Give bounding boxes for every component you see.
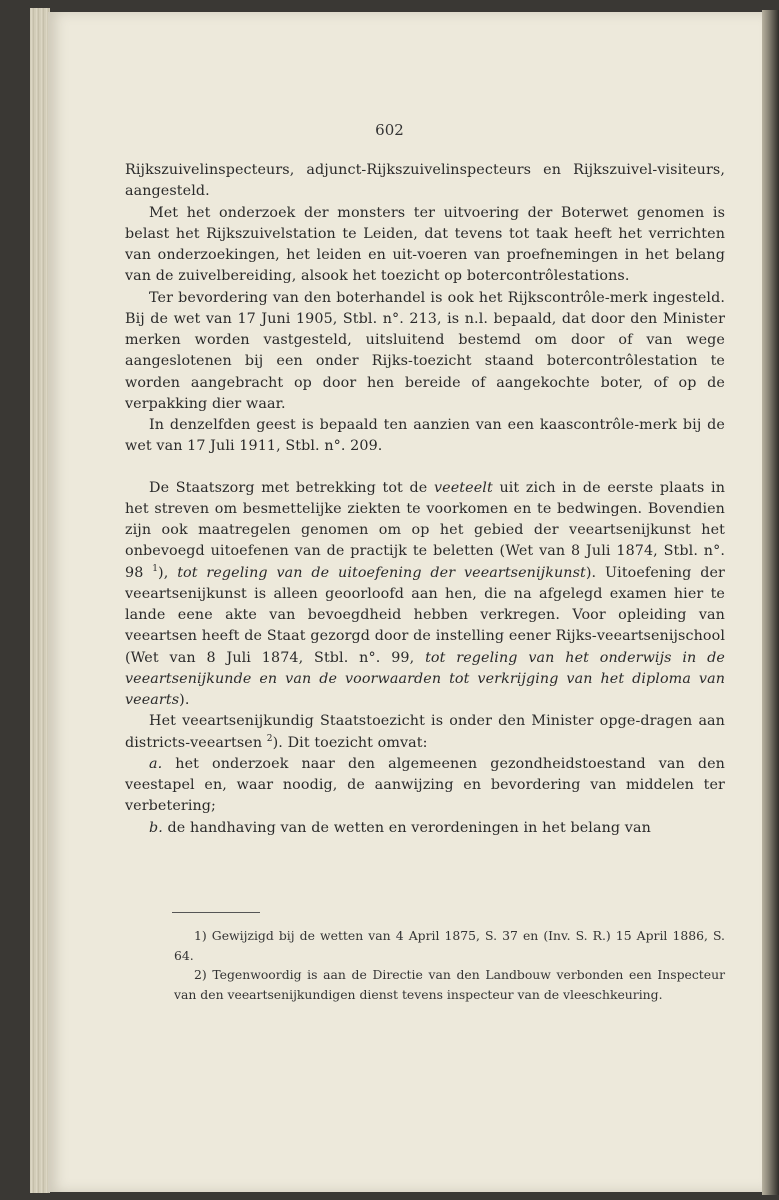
italic-text: b. <box>149 819 163 836</box>
text-run: Ter bevordering van den boterhandel is ook het Rijkscontrôle-merk ingesteld. Bij de wet van 17 Juni 1905, Stbl. n°. 213, is n.l. bepaald, dat door den Minister merken worden vastgesteld, uitsluitend bestemd om door of van wege aangeslotenen bij een onder Rijks-toezicht staand botercontrôlestation te worden aangebracht op door hen bereide of aangekochte boter, of op de verpakking dier waar. <box>125 289 725 412</box>
main-text-body <box>125 160 725 839</box>
text-run: ). Uitoefening der veeartsenijkunst is alleen geoorloofd aan hen, die na afgelegd examen hier te lande eene akte van bevoegdheid hebben verkregen. Voor opleiding van veeartsen heeft de Staat gezorgd door de instelling eener Rijks-veeartsenijschool (Wet van 8 Juli 1874, Stbl. n°. 99, <box>125 564 725 666</box>
footnote: 1) Gewijzigd bij de wetten van 4 April 1875, S. 37 en (Inv. S. R.) 15 April 1886, S. 64. <box>174 928 725 963</box>
text-run: het onderzoek naar den algemeenen gezondheidstoestand van den veestapel en, waar noodig, de aanwijzing en bevordering van middelen ter verbetering; <box>125 755 725 815</box>
text-run: uit zich in de eerste plaats in het streven om besmettelijke ziekten te voorkomen en te bedwingen. Bovendien zijn ook maatregelen genomen om op het gebied der veeartsenijkunst het onbevoegd uitoefenen van de practijk te beletten (Wet van 8 Juli 1874, Stbl. n°. 98 <box>125 479 725 581</box>
paragraph <box>125 754 725 818</box>
paragraph <box>125 160 725 203</box>
text-run: de handhaving van de wetten en verordeningen in het belang van <box>162 819 651 836</box>
italic-text: veeteelt <box>434 479 493 496</box>
text-run: ). Dit toezicht omvat: <box>272 734 428 751</box>
text-run: Rijkszuivelinspecteurs, adjunct-Rijkszuivelinspecteurs en Rijkszuivel-visiteurs, aangesteld. <box>125 162 725 200</box>
italic-text: tot regeling van het onderwijs in de veeartsenijkunde en van de voorwaarden tot verkrijging van het diploma van veearts <box>125 649 725 708</box>
paragraph <box>125 818 725 839</box>
footnote-separator <box>172 912 260 913</box>
text-run: Met het onderzoek der monsters ter uitvoering der Boterwet genomen is belast het Rijkszuivelstation te Leiden, dat tevens tot taak heeft het verrichten van onderzoekingen, het leiden en uit-voeren van proefnemingen in het belang van de zuivelbereiding, alsook het toezicht op botercontrôlestations. <box>125 204 725 285</box>
footnotes <box>174 926 725 1004</box>
footnote-ref: 1 <box>152 563 159 574</box>
text-run: De Staatszorg met betrekking tot de <box>149 479 434 496</box>
book-page-edges <box>30 8 50 1193</box>
italic-text: tot regeling van de uitoefening der veeartsenijkunst <box>177 564 586 581</box>
text-run: ). <box>179 692 190 708</box>
text-run: Het veeartsenijkundig Staatstoezicht is onder den Minister opge-dragen aan districts-veeartsen <box>125 713 725 751</box>
paragraph <box>125 711 725 754</box>
page-number: 602 <box>375 121 404 139</box>
footnote-ref: 2 <box>266 733 273 744</box>
text-run: ), <box>158 564 178 581</box>
paragraph <box>125 415 725 458</box>
italic-text: a. <box>149 755 163 772</box>
paragraph <box>125 478 725 712</box>
book-binding-shadow <box>762 10 779 1195</box>
text-run: In denzelfden geest is bepaald ten aanzien van een kaascontrôle-merk bij de wet van 17 Juli 1911, Stbl. n°. 209. <box>125 417 725 455</box>
paragraph <box>125 203 725 288</box>
footnote: 2) Tegenwoordig is aan de Directie van den Landbouw verbonden een Inspecteur van den veeartsenijkundigen dienst tevens inspecteur van de vleeschkeuring. <box>174 967 725 1002</box>
paragraph <box>125 288 725 416</box>
